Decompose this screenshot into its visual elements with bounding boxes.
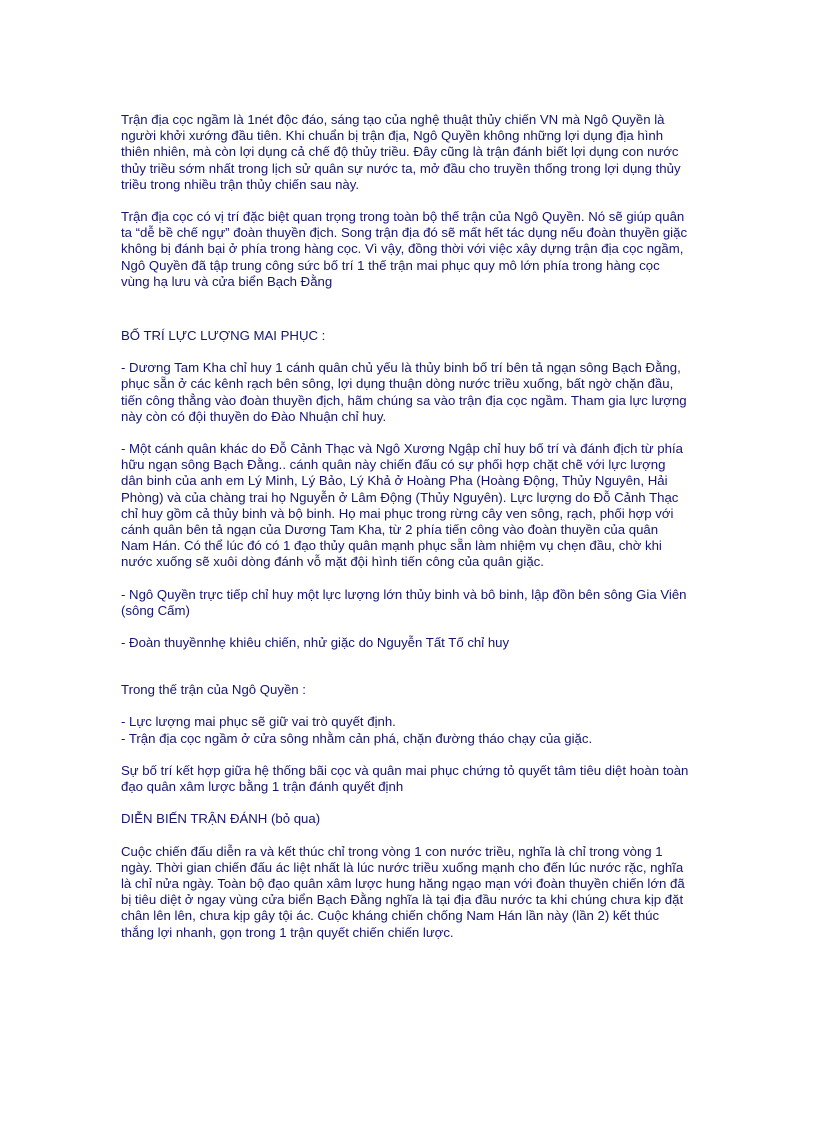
text-line: - Ngô Quyền trực tiếp chỉ huy một lực lượng lớn thủy binh và bô binh, lập đồn bên sông Gia Viên xyxy=(121,586,687,602)
text-line: Trận địa cọc có vị trí đặc biệt quan trọng trong toàn bộ thế trận của Ngô Quyền. Nó sẽ giúp quân xyxy=(121,209,685,225)
text-line: chỉ huy gồm cả thủy binh và bộ binh. Họ mai phục trong rừng cây ven sông, rạch, phối hợp với xyxy=(121,505,674,521)
formation-list xyxy=(121,714,701,746)
text-line: - Một cánh quân khác do Đỗ Cảnh Thạc và Ngô Xương Ngập chỉ huy bố trí và đánh địch từ phía xyxy=(121,441,683,457)
paragraph-forces-4 xyxy=(121,635,701,651)
paragraph-intro-1 xyxy=(121,112,701,193)
text-line: Nam Hán. Có thể lúc đó có 1 đạo thủy quân mạnh phục sẵn làm nhiệm vụ chẹn đầu, chờ khi xyxy=(121,538,662,554)
text-line: cánh quân bên tả ngạn của Dương Tam Kha, từ 2 phía tiến công vào đoàn thuyền của quân xyxy=(121,522,659,538)
text-line: Cuộc chiến đấu diễn ra và kết thúc chỉ trong vòng 1 con nước triều, nghĩa là chỉ trong vòng 1 xyxy=(121,843,663,859)
text-line: thủy triều sớm nhất trong lịch sử quân sự nước ta, mở đầu cho truyền thống trong lợi dụng thủy xyxy=(121,160,681,176)
text-line: này còn có đội thuyền do Đào Nhuận chỉ huy. xyxy=(121,408,387,424)
paragraph-forces-2 xyxy=(121,441,701,571)
heading-text: Trong thế trận của Ngô Quyền : xyxy=(121,682,306,698)
heading-text: DIỄN BIẾN TRẬN ĐÁNH (bỏ qua) xyxy=(121,811,321,827)
text-line: ta “dễ bề chế ngự” đoàn thuyền địch. Song trận địa đó sẽ mất hết tác dụng nếu đoàn thuyền giặc xyxy=(121,225,688,241)
text-line: (sông Cấm) xyxy=(121,602,190,618)
text-line: Phòng) và của chàng trai họ Nguyễn ở Lâm Động (Thủy Nguyên). Lực lượng do Đỗ Cảnh Thạc xyxy=(121,489,679,505)
paragraph-conclusion-setup xyxy=(121,763,701,795)
list-item: - Lực lượng mai phục sẽ giữ vai trò quyết định. xyxy=(121,714,396,730)
text-line: tiến công thẳng vào đoàn thuyền địch, hãm chúng sa vào trận địa cọc ngầm. Tham gia lực lượng xyxy=(121,392,687,408)
text-line: hữu ngạn sông Bạch Đằng.. cánh quân này chiến đấu có sự phối hợp chặt chẽ với lực lượng xyxy=(121,457,666,473)
text-line: người khởi xướng đầu tiên. Khi chuẩn bị trận địa, Ngô Quyền không những lợi dụng địa hình xyxy=(121,128,664,144)
heading-text: BỐ TRÍ LỰC LƯỢNG MAI PHỤC : xyxy=(121,328,326,344)
text-line: vùng hạ lưu và cửa biển Bạch Đằng xyxy=(121,273,333,289)
text-line: là chỉ nửa ngày. Toàn bộ đạo quân xâm lược hung hăng ngạo mạn với đoàn thuyền chiến lớn đã xyxy=(121,875,685,891)
section-heading-battle xyxy=(121,811,701,827)
text-line: Ngô Quyền đã tập trung công sức bố trí 1 thế trận mai phục quy mô lớn phía trong hàng cọc xyxy=(121,257,660,273)
section-heading-forces xyxy=(121,328,701,344)
document-body xyxy=(121,112,701,941)
text-line: không bị đánh bại ở phía trong hàng cọc. Vì vậy, đồng thời với việc xây dựng trận địa cọc ngầm, xyxy=(121,241,684,257)
text-line: Sự bố trí kết hợp giữa hệ thống bãi cọc và quân mai phục chứng tỏ quyết tâm tiêu diệt hoàn toàn xyxy=(121,762,689,778)
section-heading-formation xyxy=(121,682,701,698)
paragraph-forces-3 xyxy=(121,587,701,619)
text-line: triều trong nhiều trận thủy chiến sau này. xyxy=(121,176,360,192)
paragraph-battle-outcome xyxy=(121,844,701,941)
text-line: đạo quân xâm lược bằng 1 trận đánh quyết định xyxy=(121,779,404,795)
text-line: thắng lợi nhanh, gọn trong 1 trận quyết chiến chiến lược. xyxy=(121,924,454,940)
text-line: - Đoàn thuyềnnhẹ khiêu chiến, nhử giặc do Nguyễn Tất Tố chỉ huy xyxy=(121,635,510,651)
text-line: nước xuống sẽ xuôi dòng đánh vỗ mặt đội hình tiến công của quân giặc. xyxy=(121,554,544,570)
paragraph-intro-2 xyxy=(121,209,701,290)
paragraph-forces-1 xyxy=(121,360,701,425)
text-line: Trận địa cọc ngầm là 1nét độc đáo, sáng tạo của nghệ thuật thủy chiến VN mà Ngô Quyền là xyxy=(121,112,665,127)
text-line: dân binh của anh em Lý Minh, Lý Bảo, Lý Khả ở Hoàng Pha (Hoàng Động, Thủy Nguyên, Hải xyxy=(121,473,668,489)
text-line: ngày. Thời gian chiến đấu ác liệt nhất là lúc nước triều xuống mạnh cho đến lúc nước rặc, nghĩa xyxy=(121,859,684,875)
text-line: bị tiêu diệt ở ngay vùng cửa biển Bạch Đằng nghĩa là tại địa đầu nước ta khi chúng chưa kịp đặt xyxy=(121,892,684,908)
text-line: - Dương Tam Kha chỉ huy 1 cánh quân chủ yếu là thủy binh bố trí bên tả ngạn sông Bạch Đằng, xyxy=(121,360,681,376)
text-line: phục sẵn ở các kênh rạch bên sông, lợi dụng thuận dòng nước triều xuống, bất ngờ chặn đầu, xyxy=(121,376,674,392)
list-item: - Trận địa cọc ngầm ở cửa sông nhằm cản phá, chặn đường tháo chạy của giặc. xyxy=(121,730,593,746)
text-line: chân lên lên, chưa kịp gây tội ác. Cuộc kháng chiến chống Nam Hán lần này (lần 2) kết thúc xyxy=(121,908,660,924)
text-line: thiên nhiên, mà còn lợi dụng cả chế độ thủy triều. Đây cũng là trận đánh biết lợi dụng con nước xyxy=(121,144,679,160)
